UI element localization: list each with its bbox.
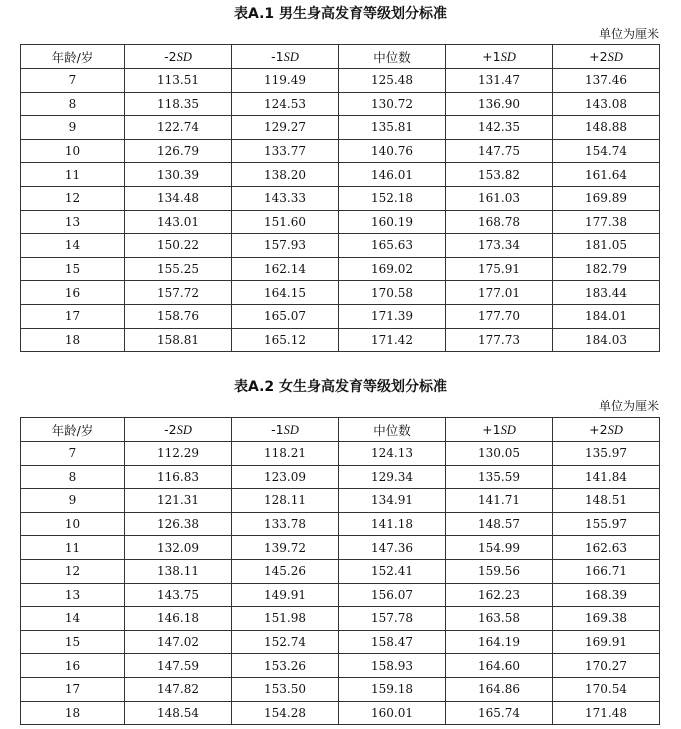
cell-age: 7 [21, 442, 125, 466]
header-sd: SD [176, 422, 192, 437]
cell-plus1sd: 175.91 [446, 257, 553, 281]
cell-minus2sd: 158.76 [125, 304, 232, 328]
cell-age: 12 [21, 186, 125, 210]
cell-median: 147.36 [339, 536, 446, 560]
header-sd: SD [283, 422, 299, 437]
cell-minus2sd: 118.35 [125, 92, 232, 116]
cell-plus2sd: 171.48 [553, 701, 660, 725]
cell-age: 9 [21, 116, 125, 140]
header-age: 年龄/岁 [21, 45, 125, 69]
header-sd: SD [283, 49, 299, 64]
table-row [21, 701, 660, 725]
table-row [21, 536, 660, 560]
cell-age: 17 [21, 677, 125, 701]
cell-median: 160.19 [339, 210, 446, 234]
cell-age: 11 [21, 536, 125, 560]
cell-median: 158.47 [339, 630, 446, 654]
header-prefix: -1 [271, 48, 284, 64]
table-row [21, 465, 660, 489]
cell-plus2sd: 148.51 [553, 489, 660, 513]
header-minus1sd [232, 418, 339, 442]
cell-minus1sd: 129.27 [232, 116, 339, 140]
cell-plus2sd: 168.39 [553, 583, 660, 607]
cell-minus1sd: 152.74 [232, 630, 339, 654]
cell-median: 125.48 [339, 69, 446, 93]
header-minus2sd [125, 418, 232, 442]
cell-plus2sd: 137.46 [553, 69, 660, 93]
table1-male-height [20, 44, 660, 352]
cell-median: 156.07 [339, 583, 446, 607]
header-prefix: -2 [164, 421, 177, 437]
cell-minus1sd: 133.77 [232, 139, 339, 163]
cell-minus2sd: 134.48 [125, 186, 232, 210]
cell-median: 141.18 [339, 512, 446, 536]
header-prefix: +2 [589, 421, 608, 437]
cell-minus2sd: 126.38 [125, 512, 232, 536]
cell-minus1sd: 165.12 [232, 328, 339, 352]
cell-age: 17 [21, 304, 125, 328]
cell-plus2sd: 166.71 [553, 559, 660, 583]
cell-plus2sd: 181.05 [553, 234, 660, 258]
cell-minus1sd: 151.60 [232, 210, 339, 234]
cell-minus2sd: 147.82 [125, 677, 232, 701]
cell-minus1sd: 154.28 [232, 701, 339, 725]
table-row [21, 69, 660, 93]
cell-minus1sd: 151.98 [232, 607, 339, 631]
cell-age: 7 [21, 69, 125, 93]
cell-median: 124.13 [339, 442, 446, 466]
cell-plus1sd: 164.86 [446, 677, 553, 701]
cell-plus1sd: 161.03 [446, 186, 553, 210]
table1-header-row [21, 45, 660, 69]
header-age: 年龄/岁 [21, 418, 125, 442]
header-prefix: +1 [482, 48, 501, 64]
cell-plus1sd: 168.78 [446, 210, 553, 234]
cell-plus1sd: 135.59 [446, 465, 553, 489]
table-row [21, 210, 660, 234]
table-row [21, 257, 660, 281]
cell-plus1sd: 163.58 [446, 607, 553, 631]
cell-age: 8 [21, 465, 125, 489]
header-prefix: +1 [482, 421, 501, 437]
cell-age: 9 [21, 489, 125, 513]
header-sd: SD [500, 422, 516, 437]
header-plus1sd [446, 418, 553, 442]
cell-minus2sd: 155.25 [125, 257, 232, 281]
cell-minus1sd: 162.14 [232, 257, 339, 281]
cell-age: 14 [21, 607, 125, 631]
cell-age: 11 [21, 163, 125, 187]
cell-plus2sd: 161.64 [553, 163, 660, 187]
cell-minus1sd: 153.50 [232, 677, 339, 701]
cell-minus1sd: 149.91 [232, 583, 339, 607]
cell-age: 12 [21, 559, 125, 583]
cell-minus2sd: 121.31 [125, 489, 232, 513]
cell-median: 159.18 [339, 677, 446, 701]
cell-plus1sd: 162.23 [446, 583, 553, 607]
cell-minus2sd: 122.74 [125, 116, 232, 140]
cell-minus1sd: 128.11 [232, 489, 339, 513]
table2-unit: 单位为厘米 [598, 399, 659, 413]
cell-plus1sd: 164.60 [446, 654, 553, 678]
cell-plus1sd: 177.01 [446, 281, 553, 305]
cell-median: 135.81 [339, 116, 446, 140]
cell-plus1sd: 142.35 [446, 116, 553, 140]
header-plus2sd [553, 418, 660, 442]
cell-age: 15 [21, 257, 125, 281]
cell-age: 10 [21, 512, 125, 536]
cell-minus2sd: 158.81 [125, 328, 232, 352]
cell-minus2sd: 146.18 [125, 607, 232, 631]
table-row [21, 677, 660, 701]
cell-median: 171.39 [339, 304, 446, 328]
table1-title: 表A.1 男生身高发育等级划分标准 [233, 6, 448, 22]
cell-median: 152.41 [339, 559, 446, 583]
table-row [21, 234, 660, 258]
header-sd: SD [176, 49, 192, 64]
cell-minus1sd: 165.07 [232, 304, 339, 328]
table-row [21, 654, 660, 678]
cell-median: 169.02 [339, 257, 446, 281]
cell-plus1sd: 177.73 [446, 328, 553, 352]
cell-plus2sd: 182.79 [553, 257, 660, 281]
cell-minus1sd: 139.72 [232, 536, 339, 560]
cell-minus2sd: 112.29 [125, 442, 232, 466]
cell-median: 140.76 [339, 139, 446, 163]
cell-plus1sd: 153.82 [446, 163, 553, 187]
cell-plus1sd: 154.99 [446, 536, 553, 560]
cell-minus1sd: 124.53 [232, 92, 339, 116]
cell-plus2sd: 169.91 [553, 630, 660, 654]
cell-median: 134.91 [339, 489, 446, 513]
cell-plus2sd: 143.08 [553, 92, 660, 116]
cell-minus2sd: 132.09 [125, 536, 232, 560]
cell-minus2sd: 138.11 [125, 559, 232, 583]
cell-plus1sd: 148.57 [446, 512, 553, 536]
header-median: 中位数 [339, 45, 446, 69]
header-plus2sd [553, 45, 660, 69]
cell-minus1sd: 123.09 [232, 465, 339, 489]
cell-plus2sd: 170.54 [553, 677, 660, 701]
cell-plus2sd: 162.63 [553, 536, 660, 560]
cell-plus2sd: 169.89 [553, 186, 660, 210]
cell-plus1sd: 136.90 [446, 92, 553, 116]
table-row [21, 328, 660, 352]
cell-median: 158.93 [339, 654, 446, 678]
cell-plus2sd: 135.97 [553, 442, 660, 466]
cell-plus1sd: 131.47 [446, 69, 553, 93]
table-row [21, 489, 660, 513]
cell-minus2sd: 147.02 [125, 630, 232, 654]
cell-median: 160.01 [339, 701, 446, 725]
cell-age: 10 [21, 139, 125, 163]
cell-plus2sd: 184.01 [553, 304, 660, 328]
table1-unit: 单位为厘米 [598, 27, 659, 41]
table-row [21, 583, 660, 607]
cell-minus2sd: 126.79 [125, 139, 232, 163]
cell-age: 15 [21, 630, 125, 654]
cell-age: 13 [21, 210, 125, 234]
cell-median: 171.42 [339, 328, 446, 352]
cell-age: 18 [21, 328, 125, 352]
cell-minus2sd: 150.22 [125, 234, 232, 258]
cell-plus2sd: 183.44 [553, 281, 660, 305]
cell-minus1sd: 138.20 [232, 163, 339, 187]
cell-median: 130.72 [339, 92, 446, 116]
table-row [21, 607, 660, 631]
cell-plus1sd: 173.34 [446, 234, 553, 258]
header-prefix: +2 [589, 48, 608, 64]
cell-age: 18 [21, 701, 125, 725]
cell-age: 14 [21, 234, 125, 258]
cell-plus2sd: 184.03 [553, 328, 660, 352]
cell-minus2sd: 147.59 [125, 654, 232, 678]
cell-minus1sd: 143.33 [232, 186, 339, 210]
cell-plus1sd: 177.70 [446, 304, 553, 328]
cell-minus2sd: 130.39 [125, 163, 232, 187]
table-row [21, 281, 660, 305]
cell-median: 152.18 [339, 186, 446, 210]
table-row [21, 304, 660, 328]
cell-plus1sd: 141.71 [446, 489, 553, 513]
cell-minus1sd: 164.15 [232, 281, 339, 305]
cell-minus2sd: 143.01 [125, 210, 232, 234]
cell-age: 16 [21, 281, 125, 305]
cell-median: 157.78 [339, 607, 446, 631]
table-row [21, 442, 660, 466]
table2-header-row [21, 418, 660, 442]
header-plus1sd [446, 45, 553, 69]
cell-plus2sd: 148.88 [553, 116, 660, 140]
table2-body [21, 442, 660, 725]
cell-age: 16 [21, 654, 125, 678]
cell-plus2sd: 154.74 [553, 139, 660, 163]
table-row [21, 512, 660, 536]
header-minus2sd [125, 45, 232, 69]
cell-plus1sd: 165.74 [446, 701, 553, 725]
header-median: 中位数 [339, 418, 446, 442]
cell-minus2sd: 148.54 [125, 701, 232, 725]
cell-plus1sd: 147.75 [446, 139, 553, 163]
cell-plus2sd: 155.97 [553, 512, 660, 536]
table2-title: 表A.2 女生身高发育等级划分标准 [233, 379, 448, 395]
cell-minus2sd: 116.83 [125, 465, 232, 489]
cell-minus2sd: 113.51 [125, 69, 232, 93]
cell-plus2sd: 141.84 [553, 465, 660, 489]
table2-female-height [20, 417, 660, 725]
cell-plus2sd: 170.27 [553, 654, 660, 678]
table-row [21, 116, 660, 140]
cell-plus2sd: 177.38 [553, 210, 660, 234]
cell-median: 165.63 [339, 234, 446, 258]
cell-minus1sd: 145.26 [232, 559, 339, 583]
header-prefix: -2 [164, 48, 177, 64]
table-row [21, 630, 660, 654]
table-row [21, 92, 660, 116]
cell-minus2sd: 157.72 [125, 281, 232, 305]
cell-minus1sd: 119.49 [232, 69, 339, 93]
table1-body [21, 69, 660, 352]
cell-median: 129.34 [339, 465, 446, 489]
cell-minus2sd: 143.75 [125, 583, 232, 607]
cell-median: 170.58 [339, 281, 446, 305]
table-row [21, 139, 660, 163]
cell-plus1sd: 130.05 [446, 442, 553, 466]
cell-minus1sd: 153.26 [232, 654, 339, 678]
table-row [21, 163, 660, 187]
cell-minus1sd: 118.21 [232, 442, 339, 466]
header-minus1sd [232, 45, 339, 69]
header-prefix: -1 [271, 421, 284, 437]
cell-minus1sd: 157.93 [232, 234, 339, 258]
cell-plus2sd: 169.38 [553, 607, 660, 631]
cell-median: 146.01 [339, 163, 446, 187]
cell-age: 8 [21, 92, 125, 116]
cell-minus1sd: 133.78 [232, 512, 339, 536]
table-row [21, 559, 660, 583]
cell-plus1sd: 159.56 [446, 559, 553, 583]
header-sd: SD [500, 49, 516, 64]
header-sd: SD [607, 49, 623, 64]
table-row [21, 186, 660, 210]
cell-plus1sd: 164.19 [446, 630, 553, 654]
header-sd: SD [607, 422, 623, 437]
cell-age: 13 [21, 583, 125, 607]
